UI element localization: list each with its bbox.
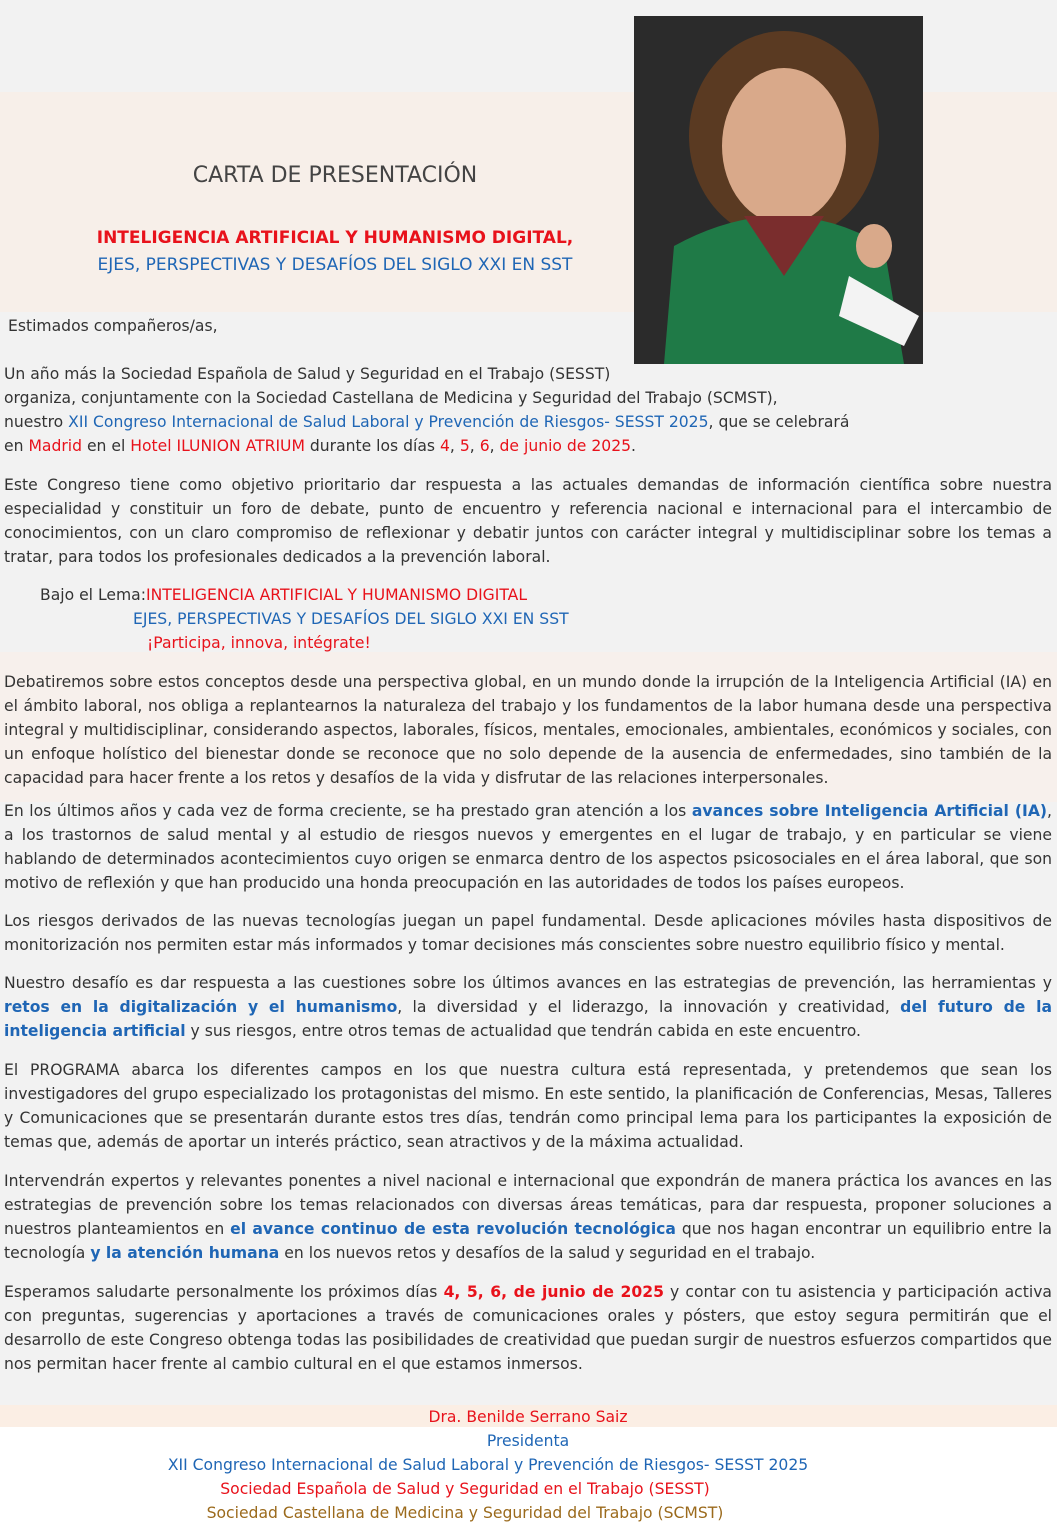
page-title: CARTA DE PRESENTACIÓN: [192, 163, 478, 188]
motto-text: INTELIGENCIA ARTIFICIAL Y HUMANISMO DIGITAL: [145, 586, 528, 604]
intro-line-1: Un año más la Sociedad Española de Salud y Seguridad en el Trabajo (SESST): [4, 365, 611, 383]
motto-line-2: EJES, PERSPECTIVAS Y DESAFÍOS DEL SIGLO XXI EN SST: [133, 610, 569, 628]
congress-theme-line1: INTELIGENCIA ARTIFICIAL Y HUMANISMO DIGITAL,: [96, 228, 574, 248]
date-day: 6: [479, 437, 490, 455]
congress-theme-line2: EJES, PERSPECTIVAS Y DESAFÍOS DEL SIGLO XXI EN SST: [97, 255, 573, 275]
intro-text: ,: [449, 437, 460, 455]
highlight-text: el avance continuo de esta revolución tecnológica: [230, 1220, 676, 1238]
date-month-year: de junio de 2025: [499, 437, 632, 455]
intro-text: ,: [489, 437, 500, 455]
highlight-text: retos en la digitalización y el humanismo: [4, 998, 398, 1016]
portrait-illustration: [634, 16, 923, 364]
intro-text: .: [631, 437, 637, 455]
signature-scmst: Sociedad Castellana de Medicina y Seguridad del Trabajo (SCMST): [206, 1504, 724, 1522]
paragraph-text: y contar con tu asistencia y participación activa con preguntas, sugerencias y aportaciones a través de comunicaciones orales y pósters, que estoy segura permitirán que el desarrollo de este Congreso obtenga todas las posibilidades de creatividad que puedan surgir de nuestros esfuerzos compartidos que nos permitan hacer frente al cambio cultural en el que estamos inmersos.: [4, 1283, 1052, 1373]
greeting: Estimados compañeros/as,: [8, 317, 218, 335]
program-paragraph: El PROGRAMA abarca los diferentes campos en los que nuestra cultura está representada, y pretendemos que sean los investigadores del grupo especializado los protagonistas del mismo. En este sentido, la planificación de Conferencias, Mesas, Talleres y Comunicaciones que se presentarán durante estos tres días, tendrán como principal lema para los participantes la exposición de temas que, además de aportar un interés práctico, sean atractivos y de la máxima actualidad.: [4, 1061, 1052, 1151]
signature-sesst: Sociedad Española de Salud y Seguridad en el Trabajo (SESST): [220, 1480, 710, 1498]
signature-role: Presidenta: [486, 1432, 570, 1450]
paragraph-text: en los nuevos retos y desafíos de la salud y seguridad en el trabajo.: [279, 1244, 816, 1262]
closing-paragraph: [4, 1280, 1052, 1376]
date-day: 5: [459, 437, 470, 455]
motto-line-3: ¡Participa, innova, intégrate!: [147, 634, 371, 652]
highlight-text: avances sobre Inteligencia Artificial (IA): [691, 802, 1048, 820]
highlight-text: del futuro de la inteligencia artificial: [4, 998, 1052, 1040]
signature-congress: XII Congreso Internacional de Salud Laboral y Prevención de Riesgos- SESST 2025: [167, 1456, 809, 1474]
intro-line-4: [4, 434, 636, 458]
speakers-paragraph: [4, 1169, 1052, 1265]
highlight-text: y la atención humana: [90, 1244, 280, 1262]
intro-text: nuestro: [4, 413, 69, 431]
paragraph-text: , a los trastornos de salud mental y al estudio de riesgos nuevos y emergentes en el lugar de trabajo, y en particular se viene hablando de determinados acontecimientos cuyo origen se enmarca dentro de los aspectos psicosociales en el área laboral, que son motivo de reflexión y que han producido una honda preocupación en las autoridades de todos los países europeos.: [4, 802, 1053, 892]
paragraph-text: Esperamos saludarte personalmente los próximos días: [4, 1283, 444, 1301]
challenge-paragraph: [4, 971, 1052, 1043]
debate-paragraph: Debatiremos sobre estos conceptos desde una perspectiva global, en un mundo donde la irrupción de la Inteligencia Artificial (IA) en el ámbito laboral, nos obliga a replantearnos la naturaleza del trabajo y los fundamentos de la labor humana desde una perspectiva integral y multidisciplinar, considerando aspectos, laborales, físicos, mentales, emocionales, ambientales, económicos y sociales, con un enfoque holístico del bienestar donde se reconoce que no solo depende de la ausencia de enfermedades, sino también de la capacidad para hacer frente a los retos y desafíos de la vida y disfrutar de las relaciones interpersonales.: [4, 673, 1052, 787]
signature-name: Dra. Benilde Serrano Saiz: [428, 1408, 628, 1426]
recent-years-paragraph: [4, 799, 1052, 895]
highlight-date: 4, 5, 6, de junio de 2025: [443, 1283, 664, 1301]
city: Madrid: [28, 437, 82, 455]
intro-text: en el: [82, 437, 131, 455]
president-photo: [634, 16, 923, 364]
intro-text: en: [4, 437, 29, 455]
risks-paragraph: Los riesgos derivados de las nuevas tecnologías juegan un papel fundamental. Desde aplicaciones móviles hasta dispositivos de monitorización nos permiten estar más informados y tomar decisiones más conscientes sobre nuestro equilibrio físico y mental.: [4, 912, 1052, 954]
congress-name: XII Congreso Internacional de Salud Laboral y Prevención de Riesgos- SESST 2025: [68, 413, 709, 431]
intro-text: durante los días: [304, 437, 440, 455]
objective-paragraph: Este Congreso tiene como objetivo prioritario dar respuesta a las actuales demandas de información científica sobre nuestra especialidad y constituir un foro de debate, punto de encuentro y referencia nacional e internacional para el intercambio de conocimientos, con un claro compromiso de reflexionar y debatir juntos con carácter integral y multidisciplinar sobre los temas a tratar, para todos los profesionales dedicados a la prevención laboral.: [4, 476, 1052, 566]
paragraph-text: , la diversidad y el liderazgo, la innovación y creatividad,: [397, 998, 901, 1016]
motto-label: Bajo el Lema:: [40, 586, 146, 604]
intro-text: ,: [469, 437, 480, 455]
paragraph-text: Intervendrán expertos y relevantes ponentes a nivel nacional e internacional que expondrán de manera práctica los avances en las estrategias de prevención sobre los temas relacionados con diversas áreas temáticas, para dar respuesta, proponer soluciones a nuestros planteamientos en: [4, 1172, 1052, 1238]
paragraph-text: y sus riesgos, entre otros temas de actualidad que tendrán cabida en este encuentro.: [185, 1022, 861, 1040]
date-day: 4: [440, 437, 450, 455]
intro-line-2: organiza, conjuntamente con la Sociedad Castellana de Medicina y Seguridad del Trabajo (SCMST),: [4, 389, 778, 407]
intro-text: , que se celebrará: [708, 413, 850, 431]
intro-line-3: [4, 410, 849, 434]
paragraph-text: Nuestro desafío es dar respuesta a las cuestiones sobre los últimos avances en las estrategias de prevención, las herramientas y: [4, 974, 1052, 992]
venue: Hotel ILUNION ATRIUM: [130, 437, 305, 455]
motto-line-1: [40, 583, 527, 607]
paragraph-text: En los últimos años y cada vez de forma creciente, se ha prestado gran atención a los: [4, 802, 692, 820]
paragraph-text: que nos hagan encontrar un equilibrio entre la tecnología: [4, 1220, 1052, 1262]
